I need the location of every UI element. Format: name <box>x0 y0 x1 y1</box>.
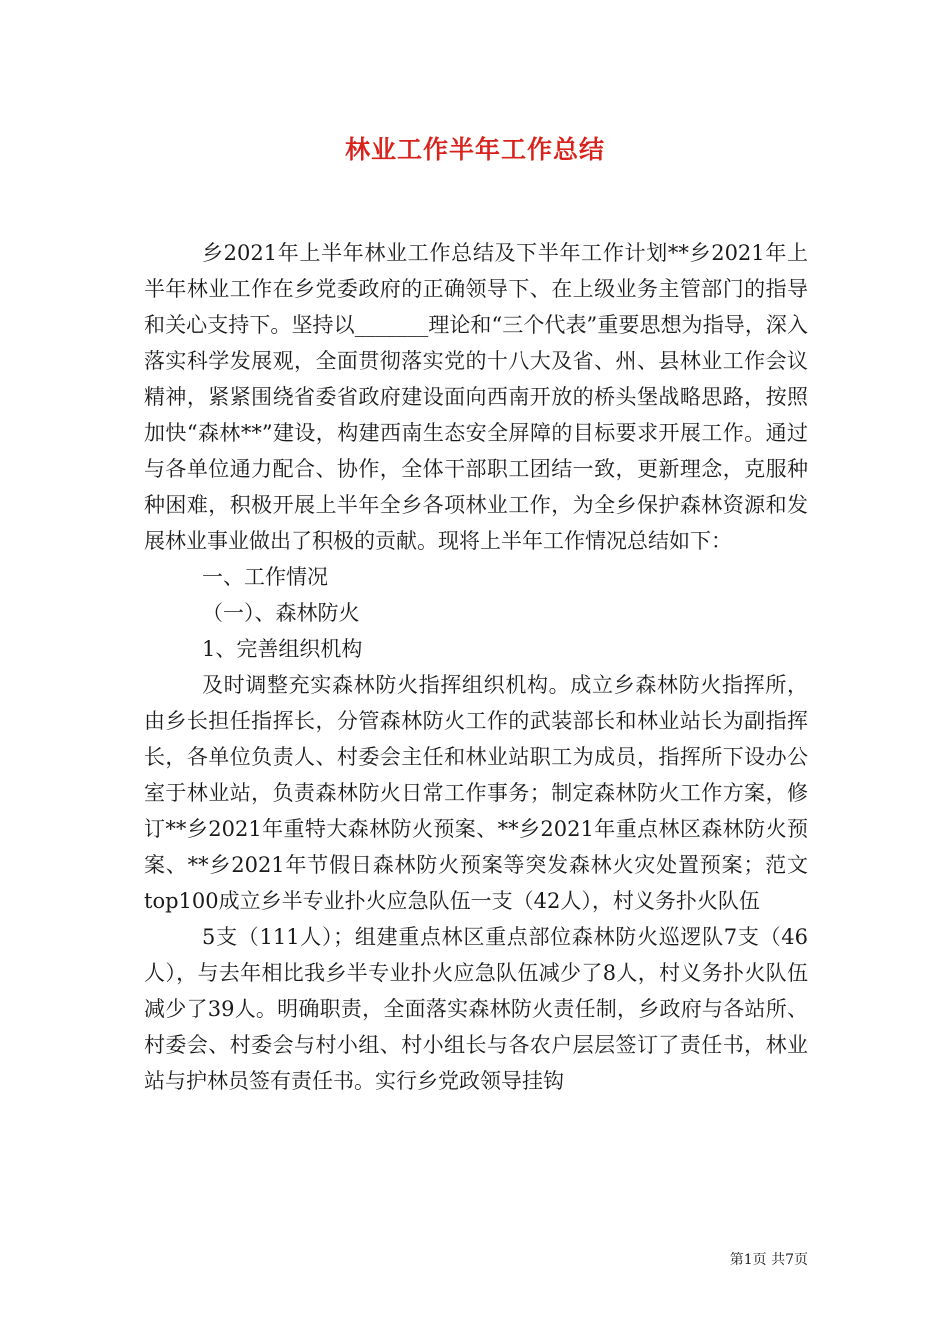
heading-organization: 1、完善组织机构 <box>202 637 363 661</box>
paragraph-intro: 乡2021年上半年林业工作总结及下半年工作计划**乡2021年上半年林业工作在乡党委政府的正确领导下、在上级业务主管部门的指导和关心支持下。坚持以_______理论和“三个代表”重要思想为指导，深入落实科学发展观，全面贯彻落实党的十八大及省、州、县林业工作会议精神，紧紧围绕省委省政府建设面向西南开放的桥头堡战略思路，按照加快“森林**”建设，构建西南生态安全屏障的目标要求开展工作。通过与各单位通力配合、协作，全体干部职工团结一致，更新理念，克服种种困难，积极开展上半年全乡各项林业工作，为全乡保护森林资源和发展林业事业做出了积极的贡献。现将上半年工作情况总结如下： <box>144 241 808 553</box>
paragraph-organization: 及时调整充实森林防火指挥组织机构。成立乡森林防火指挥所，由乡长担任指挥长，分管森林防火工作的武装部长和林业站长为副指挥长，各单位负责人、村委会主任和林业站职工为成员，指挥所下设办公室于林业站，负责森林防火日常工作事务；制定森林防火工作方案，修订**乡2021年重特大森林防火预案、**乡2021年重点林区森林防火预案、**乡2021年节假日森林防火预案等突发森林火灾处置预案；范文top100成立乡半专业扑火应急队伍一支（42人），村义务扑火队伍 <box>144 673 808 913</box>
page-number: 第1页 共7页 <box>729 1252 808 1268</box>
heading-forest-fire-prevention: （一）、森林防火 <box>202 601 360 625</box>
heading-work-status: 一、工作情况 <box>202 565 328 589</box>
document-title: 林业工作半年工作总结 <box>344 135 605 164</box>
document-body <box>144 235 808 1099</box>
paragraph-responsibility: 5支（111人）；组建重点林区重点部位森林防火巡逻队7支（46人），与去年相比我乡半专业扑火应急队伍减少了8人，村义务扑火队伍减少了39人。明确职责，全面落实森林防火责任制，乡政府与各站所、村委会、村委会与村小组、村小组长与各农户层层签订了责任书，林业站与护林员签有责任书。实行乡党政领导挂钩 <box>144 925 808 1093</box>
